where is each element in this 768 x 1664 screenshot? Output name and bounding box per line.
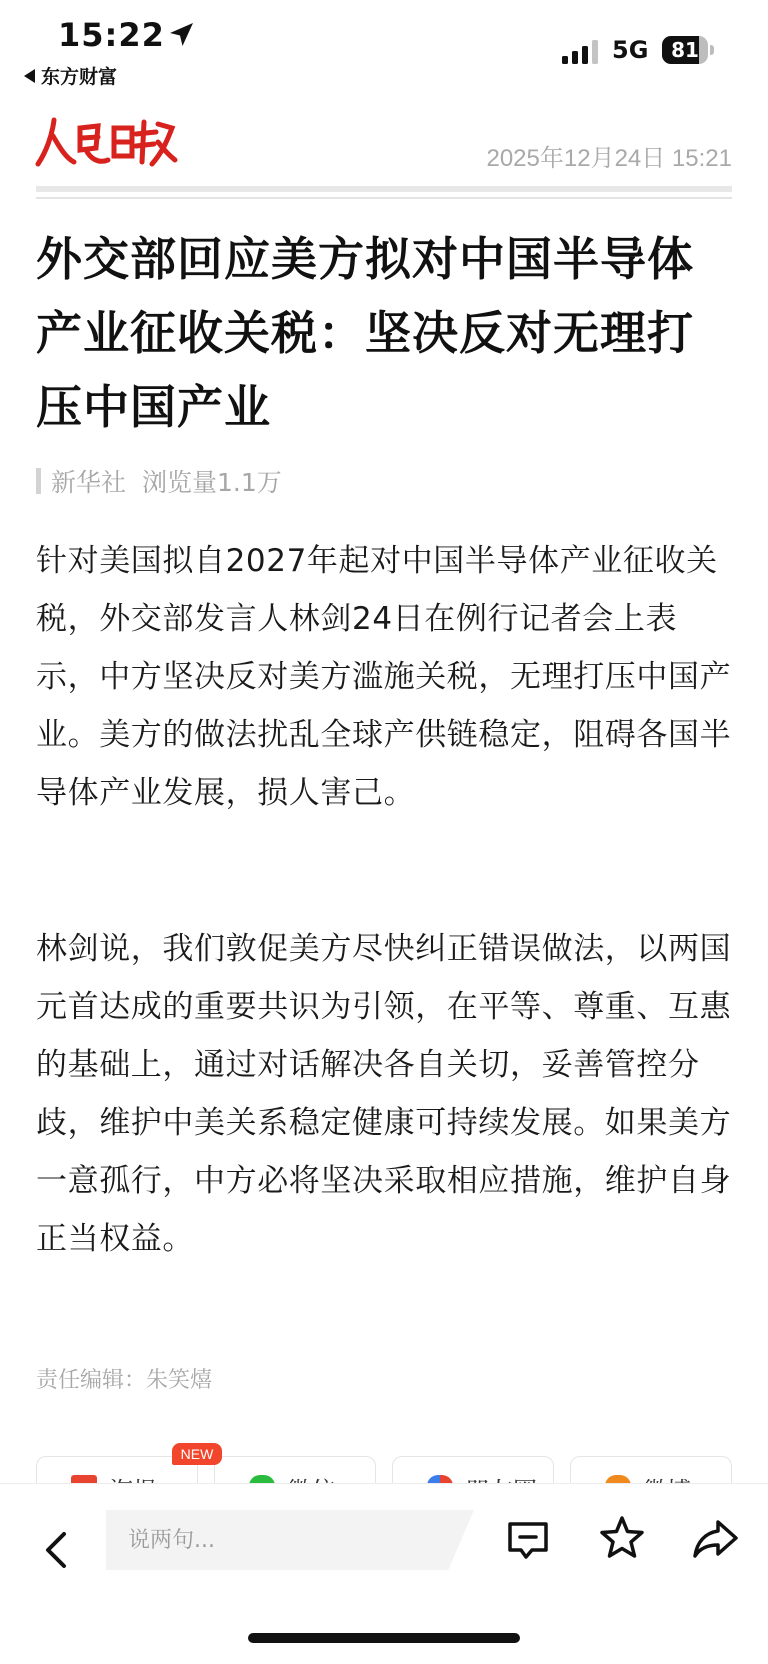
- back-to-app-link[interactable]: [24, 62, 117, 89]
- home-indicator: [248, 1633, 520, 1643]
- back-arrow-icon[interactable]: [36, 1520, 76, 1580]
- network-type: 5G: [612, 36, 649, 64]
- article-paragraph-1: 针对美国拟自2027年起对中国半导体产业征收关税，外交部发言人林剑24日在例行记者会上表示，中方坚决反对美方滥施关税，无理打压中国产业。美方的做法扰乱全球产供链稳定，阻碍各国半导体产业发展，损人害己。: [36, 543, 732, 811]
- peoples-daily-logo: [36, 114, 176, 174]
- article-source: 新华社: [51, 468, 127, 497]
- publish-date: 2025年12月24日 15:21: [486, 145, 732, 172]
- new-badge: NEW: [172, 1443, 222, 1465]
- meta-accent-bar: [36, 468, 41, 494]
- status-time: 15:22: [58, 16, 165, 54]
- responsible-editor: 责任编辑：朱笑熺: [36, 1368, 213, 1393]
- article-meta: [36, 465, 282, 497]
- header-divider-thin: [36, 197, 732, 199]
- share-row: [36, 1456, 736, 1482]
- status-bar: [0, 0, 768, 95]
- share-forward-icon[interactable]: [690, 1512, 742, 1564]
- location-arrow-icon: [166, 20, 196, 50]
- cellular-signal-icon: [562, 40, 602, 64]
- comment-input[interactable]: [106, 1510, 474, 1570]
- article-title: 外交部回应美方拟对中国半导体产业征收关税：坚决反对无理打压中国产业: [36, 232, 694, 434]
- back-triangle-icon: [24, 69, 35, 83]
- battery-icon: [662, 36, 714, 64]
- comment-icon[interactable]: [502, 1512, 554, 1564]
- header-divider: [36, 186, 732, 192]
- back-app-label: 东方财富: [41, 66, 118, 88]
- battery-level: 81: [671, 38, 699, 62]
- favorite-star-icon[interactable]: [596, 1512, 648, 1564]
- article-header: [36, 108, 732, 196]
- article-paragraph-2: 林剑说，我们敦促美方尽快纠正错误做法，以两国元首达成的重要共识为引领，在平等、尊重、互惠的基础上，通过对话解决各自关切，妥善管控分歧，维护中美关系稳定健康可持续发展。如果美方一意孤行，中方必将坚决采取相应措施，维护自身正当权益。: [36, 931, 732, 1257]
- view-count: 浏览量1.1万: [142, 468, 282, 497]
